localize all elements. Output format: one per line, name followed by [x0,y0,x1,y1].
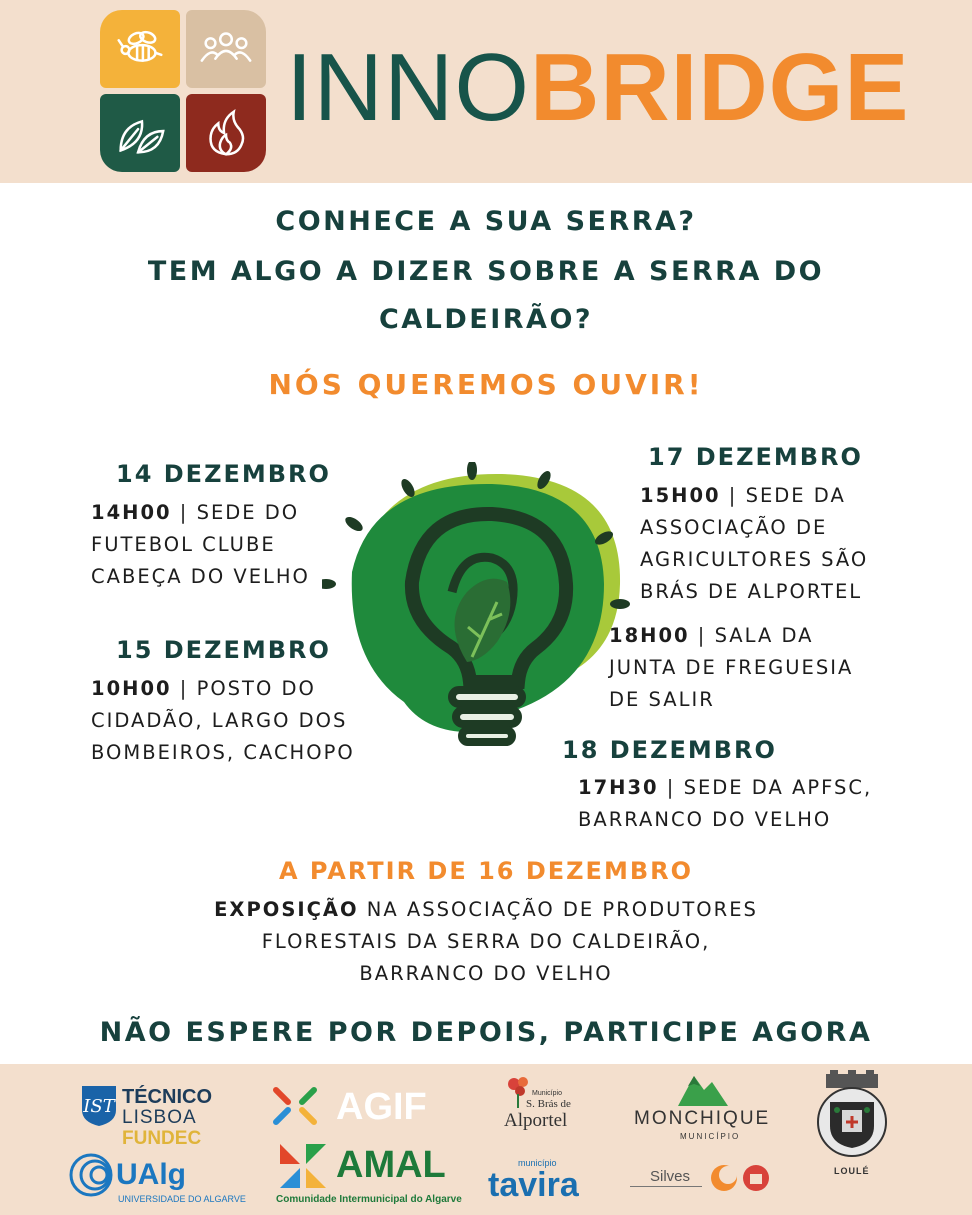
event-location-line: DE SALIR [609,688,715,711]
exhibition-line-3: BARRANCO DO VELHO [359,962,613,985]
question-line-3: CALDEIRÃO? [378,304,594,335]
closing-cta: NÃO ESPERE POR DEPOIS, PARTICIPE AGORA [99,1017,873,1048]
bee-icon [111,20,169,78]
event-location-line: BOMBEIROS, CACHOPO [91,741,355,764]
people-icon [197,20,255,78]
date-14-dezembro: 14 DEZEMBRO [116,460,331,488]
event-18-dezembro: 17H30 | SEDE DA APFSC, BARRANCO DO VELHO [578,772,872,836]
brand-part-bridge: BRIDGE [530,34,910,141]
event-17-dezembro-b: 18H00 | SALA DA JUNTA DE FREGUESIA DE SALIR [609,620,853,716]
brand-wordmark [286,34,910,141]
coat-of-arms-icon [810,1070,894,1162]
ist-shield-icon [80,1084,118,1128]
exhibition-line-1: EXPOSIÇÃO NA ASSOCIAÇÃO DE PRODUTORES [214,898,758,921]
partner-logos-footer: IST TÉCNICO LISBOA FUNDEC UAlg UNIVERSIDADE DO ALGARVE AGIF AMAL Comunidade Intermunicipal do Algarve Município S. Brás de Alportel município tavira MONCHIQUE MUNICÍPIO Silves LOULÉ [0,1064,972,1215]
event-location-line: SEDE DO [196,501,300,524]
leaves-tile [100,94,180,172]
mountain-icon [676,1072,730,1108]
exhibition-line-2: FLORESTAIS DA SERRA DO CALDEIRÃO, [261,930,711,953]
exhibition-heading: A PARTIR DE 16 DEZEMBRO [278,857,694,885]
event-location-line: SEDE DA [745,484,846,507]
event-location-line: AGRICULTORES SÃO [640,548,869,571]
flame-icon [197,104,255,162]
brand-part-inno: INNO [286,34,530,141]
event-location-line: CABEÇA DO VELHO [91,565,310,588]
agif-mark-icon [272,1086,318,1126]
bee-tile [100,10,180,88]
lightbulb-leaf-icon [322,462,632,762]
date-15-dezembro: 15 DEZEMBRO [116,636,331,664]
event-location-line: POSTO DO [196,677,316,700]
event-14-dezembro: 14H00 | SEDE DO FUTEBOL CLUBE CABEÇA DO VELHO [91,497,310,593]
silves-moon-castle-icon [710,1164,772,1192]
event-location-line: SEDE DA APFSC, [683,776,873,799]
leaves-icon [111,104,169,162]
header-banner [0,0,972,183]
innobridge-logo-mark [100,10,266,172]
svg-text:IST: IST [83,1096,115,1117]
event-location-line: BRÁS DE ALPORTEL [640,580,863,603]
callout-heading: NÓS QUEREMOS OUVIR! [268,368,704,401]
ualg-circles-icon [68,1152,114,1198]
date-17-dezembro: 17 DEZEMBRO [648,443,863,471]
event-time: 15H00 [640,484,721,507]
question-line-2: TEM ALGO A DIZER SOBRE A SERRA DO [147,256,825,287]
event-time: 18H00 [609,624,690,647]
flame-tile [186,94,266,172]
event-location-line: BARRANCO DO VELHO [578,808,832,831]
event-location-line: FUTEBOL CLUBE [91,533,276,556]
exhibition-label: EXPOSIÇÃO [214,898,359,921]
event-time: 17H30 [578,776,659,799]
event-time: 10H00 [91,677,172,700]
event-15-dezembro: 10H00 | POSTO DO CIDADÃO, LARGO DOS BOMBEIROS, CACHOPO [91,673,355,769]
event-time: 14H00 [91,501,172,524]
event-location-line: SALA DA [714,624,814,647]
event-location-line: JUNTA DE FREGUESIA [609,656,854,679]
event-location-line: CIDADÃO, LARGO DOS [91,709,348,732]
silves-rule [630,1186,702,1187]
amal-mark-icon [276,1140,330,1192]
event-17-dezembro-a: 15H00 | SEDE DA ASSOCIAÇÃO DE AGRICULTORES SÃO BRÁS DE ALPORTEL [640,480,868,608]
question-line-1: CONHECE A SUA SERRA? [275,206,697,237]
date-18-dezembro: 18 DEZEMBRO [562,736,777,764]
event-location-line: ASSOCIAÇÃO DE [640,516,828,539]
people-tile [186,10,266,88]
